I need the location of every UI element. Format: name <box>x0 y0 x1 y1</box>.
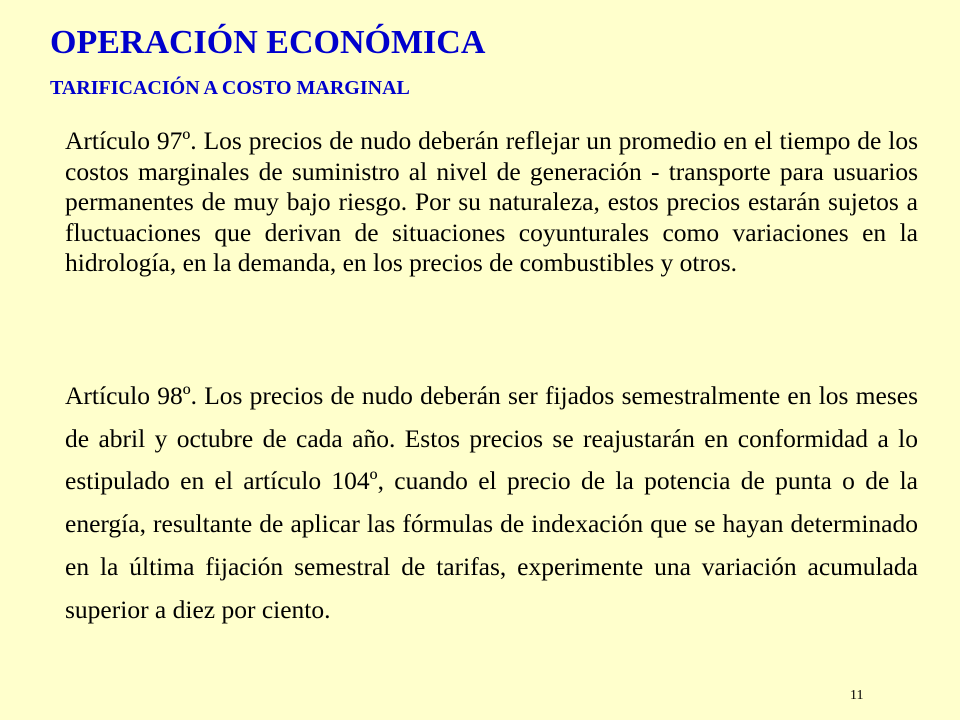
article-98-paragraph: Artículo 98º. Los precios de nudo deberán ser fijados semestralmente en los meses de abril y octubre de cada año. Estos precios se reajustarán en conformidad a lo estipulado en el artículo 104º, cuando el precio de la potencia de punta o de la energía, resultante de aplicar las fórmulas de indexación que se hayan determinado en la última fijación semestral de tarifas, experimente una variación acumulada superior a diez por ciento. <box>65 381 918 624</box>
slide-subtitle: TARIFICACIÓN A COSTO MARGINAL <box>50 77 410 99</box>
page-number: 11 <box>850 688 864 703</box>
slide-title: OPERACIÓN ECONÓMICA <box>50 24 486 61</box>
article-97-paragraph: Artículo 97º. Los precios de nudo deberán reflejar un promedio en el tiempo de los costos marginales de suministro al nivel de generación - transporte para usuarios permanentes de muy bajo riesgo. Por su naturaleza, estos precios estarán sujetos a fluctuaciones que derivan de situaciones coyunturales como variaciones en la hidrología, en la demanda, en los precios de combustibles y otros. <box>65 126 918 277</box>
